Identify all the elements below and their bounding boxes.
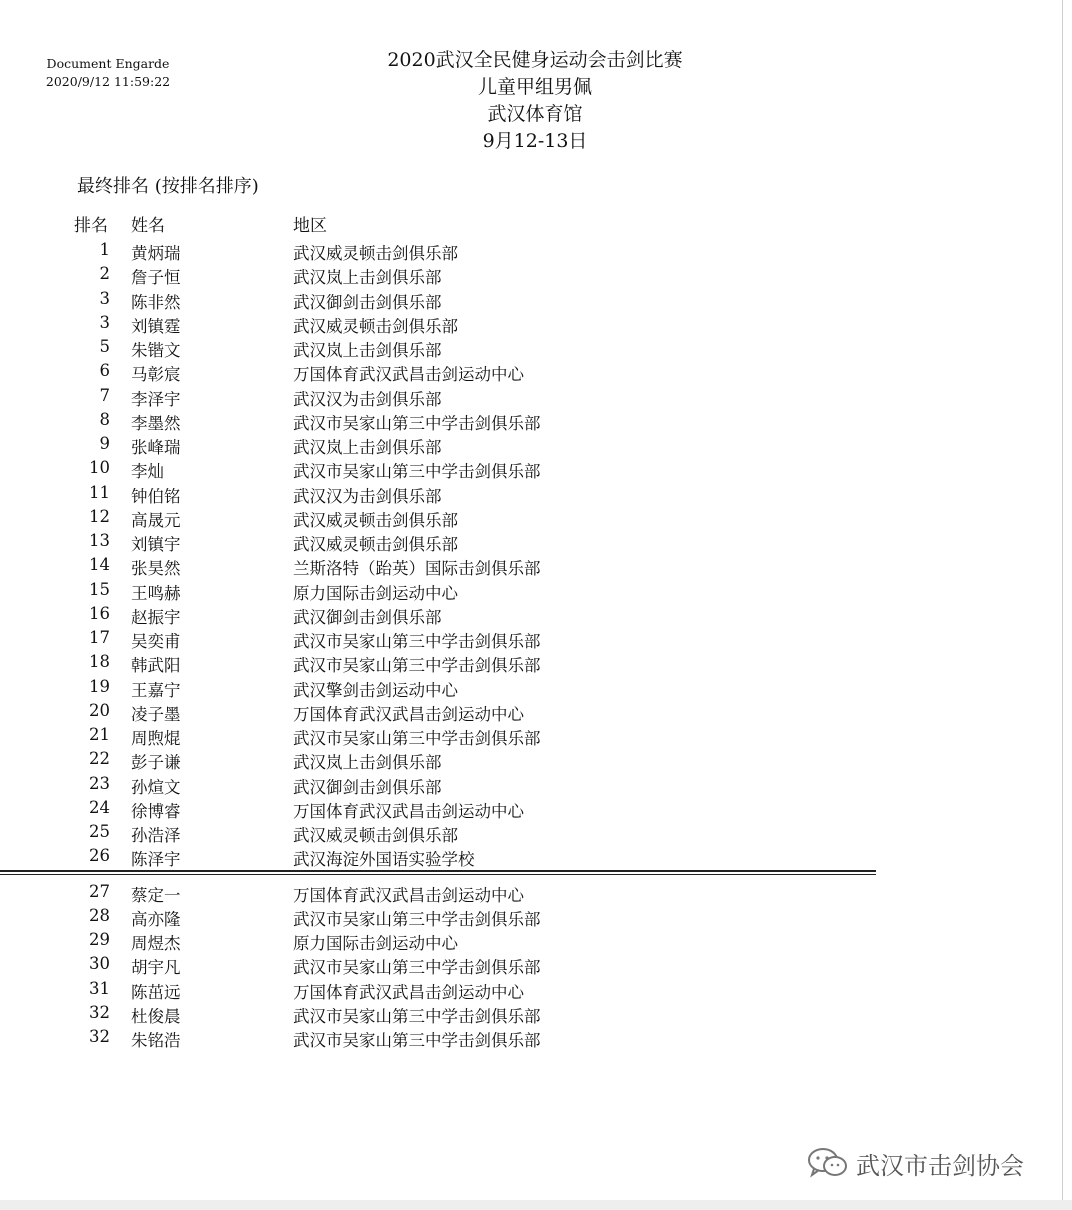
rank-cell: 3: [99, 288, 110, 308]
rank-cell: 24: [89, 797, 110, 817]
region-cell: 万国体育武汉武昌击剑运动中心: [293, 365, 524, 385]
event-name: 儿童甲组男佩: [477, 76, 592, 98]
table-row: [0, 237, 1000, 261]
document-heading: [335, 47, 735, 155]
software-name: Document Engarde: [46, 56, 170, 71]
name-cell: 杜俊晨: [131, 1006, 181, 1026]
rank-cell: 28: [89, 905, 110, 925]
name-cell: 马彰宸: [131, 365, 181, 385]
table-row: [0, 552, 1000, 579]
competition-title: 2020武汉全民健身运动会击剑比赛: [387, 49, 683, 71]
table-row: [0, 261, 1000, 288]
rank-cell: 19: [89, 676, 110, 696]
table-row: [0, 601, 1000, 625]
rank-cell: 29: [89, 930, 110, 949]
table-row: [0, 722, 1000, 746]
rank-cell: 14: [89, 555, 110, 575]
region-cell: 武汉御剑击剑俱乐部: [293, 292, 442, 312]
rankings-table: [0, 237, 1000, 1048]
rank-cell: 7: [99, 385, 110, 405]
name-cell: 王嘉宁: [131, 680, 181, 700]
page-edge: [1062, 0, 1063, 1200]
venue: 武汉体育馆: [487, 103, 583, 125]
table-row: [0, 480, 1000, 504]
table-row: [0, 310, 1000, 334]
rank-cell: 25: [89, 822, 110, 841]
table-row: [0, 1024, 1000, 1048]
table-row: [0, 746, 1000, 773]
region-cell: 武汉岚上击剑俱乐部: [293, 438, 442, 457]
region-cell: 武汉市吴家山第三中学击剑俱乐部: [293, 729, 541, 748]
name-cell: 胡宇凡: [131, 958, 181, 978]
table-row: [0, 976, 1000, 1000]
rank-cell: 21: [89, 725, 110, 744]
name-cell: 钟伯铭: [131, 486, 181, 506]
table-row: [0, 927, 1000, 951]
table-row: [0, 843, 1000, 870]
region-cell: 武汉岚上击剑俱乐部: [293, 341, 442, 360]
region-cell: 武汉威灵顿击剑俱乐部: [293, 510, 458, 530]
name-cell: 朱锴文: [131, 341, 181, 360]
region-cell: 兰斯洛特（跆英）国际击剑俱乐部: [293, 559, 541, 579]
rank-cell: 17: [89, 628, 110, 647]
name-cell: 蔡定一: [131, 885, 181, 905]
region-cell: 武汉岚上击剑俱乐部: [293, 753, 442, 773]
table-row: [0, 455, 1000, 482]
rank-cell: 3: [99, 312, 110, 332]
region-cell: 万国体育武汉武昌击剑运动中心: [293, 801, 524, 821]
rank-cell: 2: [99, 264, 110, 284]
rank-cell: 16: [89, 603, 110, 623]
region-cell: 武汉市吴家山第三中学击剑俱乐部: [293, 413, 541, 433]
name-cell: 李墨然: [131, 413, 181, 433]
rank-cell: 31: [89, 978, 110, 998]
region-cell: 武汉市吴家山第三中学击剑俱乐部: [293, 1031, 541, 1050]
region-cell: 武汉市吴家山第三中学击剑俱乐部: [293, 632, 541, 651]
name-cell: 高晟元: [131, 510, 181, 530]
table-row: [0, 771, 1000, 795]
name-cell: 李灿: [131, 462, 164, 482]
table-row: [0, 674, 1000, 698]
column-header-name: 姓名: [131, 216, 165, 236]
table-row: [0, 951, 1000, 978]
region-cell: 武汉汉为击剑俱乐部: [293, 486, 442, 506]
region-cell: 原力国际击剑运动中心: [293, 934, 458, 953]
name-cell: 孙浩泽: [131, 826, 181, 845]
event-dates: 9月12-13日: [482, 130, 588, 152]
rank-cell: 23: [89, 773, 110, 793]
rank-cell: 5: [99, 337, 110, 356]
region-cell: 万国体育武汉武昌击剑运动中心: [293, 704, 524, 724]
name-cell: 赵振宇: [131, 607, 181, 627]
table-row: [0, 504, 1000, 528]
name-cell: 陈茁远: [131, 982, 181, 1002]
print-datetime: 2020/9/12 11:59:22: [45, 74, 171, 89]
table-row: [0, 903, 1000, 927]
table-row: [0, 286, 1000, 310]
name-cell: 凌子墨: [131, 704, 181, 724]
region-cell: 万国体育武汉武昌击剑运动中心: [293, 885, 524, 905]
name-cell: 张峰瑞: [131, 438, 181, 457]
name-cell: 周煜杰: [131, 934, 181, 953]
region-cell: 武汉威灵顿击剑俱乐部: [293, 316, 458, 336]
name-cell: 高亦隆: [131, 909, 181, 929]
rank-cell: 26: [89, 846, 110, 866]
name-cell: 黄炳瑞: [131, 244, 181, 263]
document-meta: [28, 55, 188, 91]
name-cell: 李泽宇: [131, 389, 181, 409]
wechat-icon: [806, 1147, 850, 1179]
table-row: [0, 795, 1000, 819]
rank-cell: 8: [99, 409, 110, 429]
region-cell: 武汉御剑击剑俱乐部: [293, 777, 442, 797]
name-cell: 徐博睿: [131, 801, 181, 821]
rank-cell: 18: [89, 652, 110, 672]
table-row: [0, 528, 1000, 552]
table-row: [0, 334, 1000, 358]
region-cell: 武汉汉为击剑俱乐部: [293, 389, 442, 409]
name-cell: 陈泽宇: [131, 850, 181, 870]
rank-cell: 13: [89, 531, 110, 550]
watermark-text: 武汉市击剑协会: [856, 1151, 1024, 1180]
rank-cell: 20: [89, 700, 110, 720]
rank-cell: 27: [89, 881, 110, 901]
name-cell: 刘镇宇: [131, 535, 181, 554]
table-row: [0, 383, 1000, 407]
table-row: [0, 407, 1000, 431]
region-cell: 武汉御剑击剑俱乐部: [293, 607, 442, 627]
table-row: [0, 577, 1000, 601]
name-cell: 刘镇霆: [131, 316, 181, 336]
region-cell: 武汉市吴家山第三中学击剑俱乐部: [293, 656, 541, 676]
table-row: [0, 819, 1000, 843]
table-row: [0, 1000, 1000, 1024]
rank-cell: 12: [89, 506, 110, 526]
cut-divider: [0, 868, 1000, 879]
region-cell: 武汉市吴家山第三中学击剑俱乐部: [293, 958, 541, 978]
rank-cell: 1: [99, 240, 110, 259]
name-cell: 孙煊文: [131, 777, 181, 797]
watermark: [806, 1145, 1024, 1181]
page-bottom-strip: [0, 1200, 1072, 1210]
region-cell: 武汉威灵顿击剑俱乐部: [293, 244, 458, 263]
rank-cell: 32: [89, 1002, 110, 1022]
table-row: [0, 879, 1000, 903]
rank-cell: 6: [99, 361, 110, 381]
table-row: [0, 431, 1000, 455]
table-row: [0, 358, 1000, 385]
region-cell: 武汉市吴家山第三中学击剑俱乐部: [293, 1006, 541, 1026]
rank-cell: 11: [89, 482, 110, 502]
name-cell: 朱铭浩: [131, 1031, 181, 1050]
region-cell: 原力国际击剑运动中心: [293, 583, 458, 603]
name-cell: 韩武阳: [131, 656, 181, 676]
region-cell: 武汉海淀外国语实验学校: [293, 850, 475, 870]
region-cell: 武汉威灵顿击剑俱乐部: [293, 826, 458, 845]
name-cell: 詹子恒: [131, 268, 181, 288]
rank-cell: 10: [89, 458, 110, 478]
rank-cell: 9: [99, 434, 110, 453]
rank-cell: 22: [89, 749, 110, 769]
rank-cell: 15: [89, 579, 110, 599]
name-cell: 王鸣赫: [131, 583, 181, 603]
table-row: [0, 649, 1000, 676]
region-cell: 武汉岚上击剑俱乐部: [293, 268, 442, 288]
name-cell: 周煦焜: [131, 729, 181, 748]
rank-cell: 30: [89, 954, 110, 974]
table-row: [0, 625, 1000, 649]
table-row: [0, 698, 1000, 722]
region-cell: 武汉市吴家山第三中学击剑俱乐部: [293, 909, 541, 929]
column-header-rank: 排名: [74, 216, 108, 236]
region-cell: 万国体育武汉武昌击剑运动中心: [293, 982, 524, 1002]
region-cell: 武汉市吴家山第三中学击剑俱乐部: [293, 462, 541, 482]
name-cell: 陈非然: [131, 292, 181, 312]
name-cell: 彭子谦: [131, 753, 181, 773]
rank-cell: 32: [89, 1027, 110, 1046]
section-title: 最终排名 (按排名排序): [77, 176, 259, 197]
region-cell: 武汉擎剑击剑运动中心: [293, 680, 458, 700]
column-header-region: 地区: [293, 216, 327, 236]
name-cell: 张昊然: [131, 559, 181, 579]
name-cell: 吴奕甫: [131, 632, 181, 651]
region-cell: 武汉威灵顿击剑俱乐部: [293, 535, 458, 554]
